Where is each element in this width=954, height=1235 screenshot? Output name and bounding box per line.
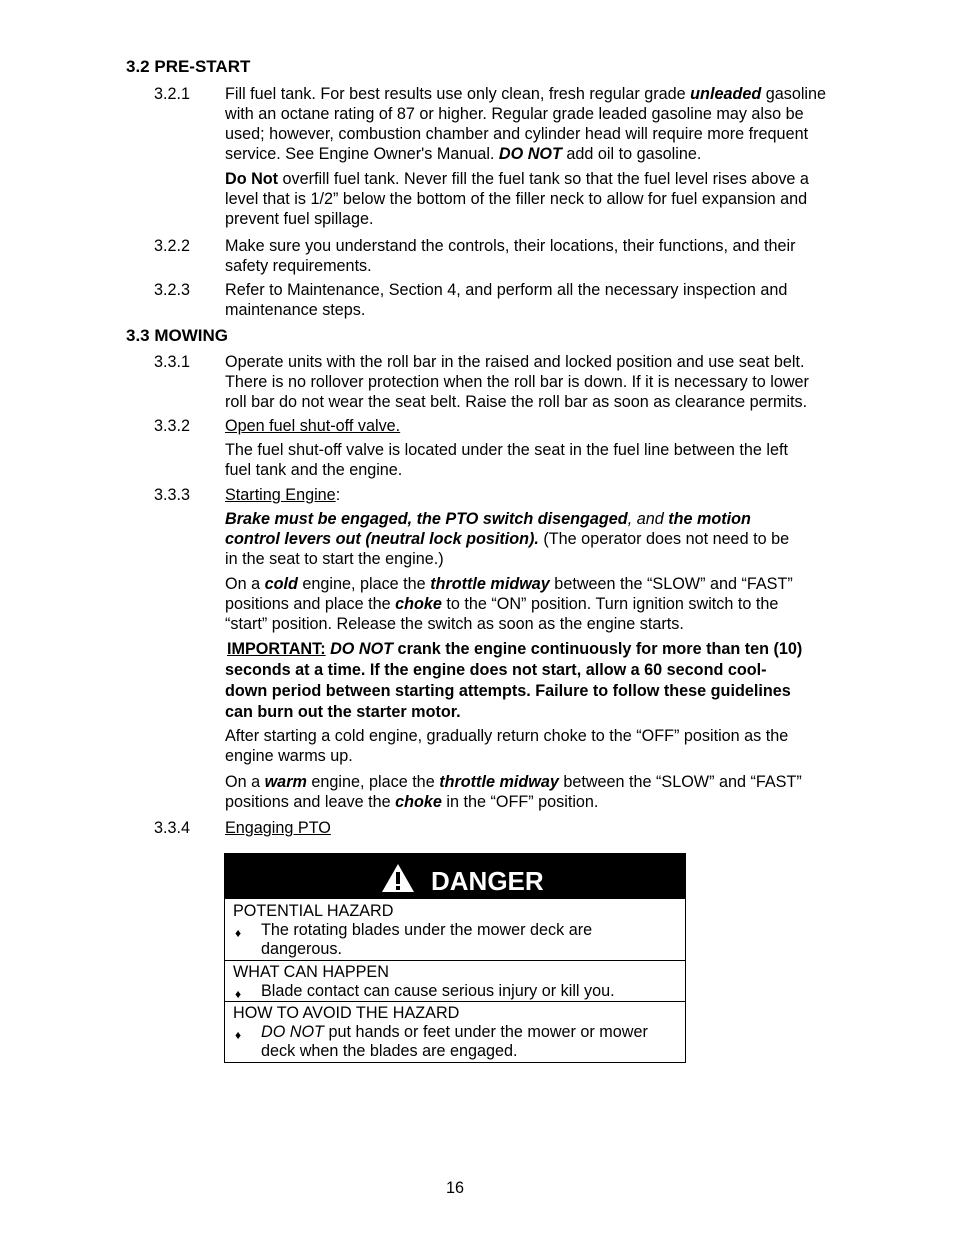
paragraph-fuel-tank: Fill fuel tank. For best results use only clean, fresh regular grade unleaded gasoline with an octane rating of 87 or higher. Regular grade leaded gasoline may also be used; however, combustion chamber and cylinder head will require more frequent service. See Engine Owner's Manual. DO NOT add oil to gasoline. <box>225 85 827 163</box>
paragraph-brake-pto: Brake must be engaged, the PTO switch disengaged, and the motion control levers out (neutral lock position). (The operator does not need to be in the seat to start the engine.) <box>225 510 790 568</box>
danger-section-happen <box>225 960 685 1002</box>
danger-box <box>224 853 686 1063</box>
item-number: 3.3.2 <box>154 417 191 435</box>
subheading-starting-engine: Starting Engine: <box>225 486 341 504</box>
danger-header <box>225 854 685 899</box>
paragraph-overfill-warning: Do Not overfill fuel tank. Never fill the fuel tank so that the fuel level rises above a level that is 1/2” below the bottom of the filler neck to allow for fuel expansion and prevent fuel spillage. <box>225 170 809 228</box>
paragraph-roll-bar: Operate units with the roll bar in the raised and locked position and use seat belt. There is no rollover protection when the roll bar is down. If it is necessary to lower roll bar do not wear the seat belt. Raise the roll bar as soon as clearance permits. <box>225 353 809 411</box>
happen-text: Blade contact can cause serious injury or kill you. <box>261 982 615 1000</box>
danger-section-avoid <box>225 1001 685 1063</box>
paragraph-cold-start: On a cold engine, place the throttle midway between the “SLOW” and “FAST” positions and place the choke to the “ON” position. Turn ignition switch to the “start” position. Release the switch as soon as the engine starts. <box>225 575 793 633</box>
section-heading-pre-start: 3.2 PRE-START <box>126 57 251 76</box>
item-number: 3.2.3 <box>154 281 191 299</box>
avoid-text: DO NOT put hands or feet under the mower or mower deck when the blades are engaged. <box>261 1023 648 1060</box>
danger-title: DANGER <box>431 866 544 896</box>
page-number: 16 <box>446 1179 465 1197</box>
bullet-icon: ♦ <box>235 1028 242 1042</box>
item-number: 3.2.1 <box>154 85 191 103</box>
hazard-label: POTENTIAL HAZARD <box>233 902 394 920</box>
section-heading-mowing: 3.3 MOWING <box>126 326 229 345</box>
hazard-text: The rotating blades under the mower deck are dangerous. <box>261 921 593 958</box>
paragraph-maintenance: Refer to Maintenance, Section 4, and perform all the necessary inspection and maintenance steps. <box>225 281 788 319</box>
paragraph-warm-start: On a warm engine, place the throttle midway between the “SLOW” and “FAST” positions and leave the choke in the “OFF” position. <box>225 773 802 811</box>
avoid-label: HOW TO AVOID THE HAZARD <box>233 1004 460 1022</box>
warning-triangle-icon <box>381 863 415 893</box>
paragraph-choke-return: After starting a cold engine, gradually return choke to the “OFF” position as the engine warms up. <box>225 727 789 765</box>
danger-section-hazard <box>225 899 685 960</box>
subheading-fuel-valve: Open fuel shut-off valve. <box>225 417 401 435</box>
paragraph-fuel-valve: The fuel shut-off valve is located under the seat in the fuel line between the left fuel tank and the engine. <box>225 441 789 479</box>
important-notice: IMPORTANT: DO NOT crank the engine continuously for more than ten (10) seconds at a time. If the engine does not start, allow a 60 second cool- down period between starting attempts. Failure to follow these guidelines can burn out the starter motor. <box>225 640 803 721</box>
happen-label: WHAT CAN HAPPEN <box>233 963 389 981</box>
bullet-icon: ♦ <box>235 926 242 940</box>
item-number: 3.2.2 <box>154 237 191 255</box>
item-number: 3.3.3 <box>154 486 191 504</box>
bullet-icon: ♦ <box>235 987 242 1001</box>
paragraph-controls: Make sure you understand the controls, their locations, their functions, and their safety requirements. <box>225 237 796 275</box>
subheading-engaging-pto: Engaging PTO <box>225 819 331 837</box>
item-number: 3.3.4 <box>154 819 191 837</box>
item-number: 3.3.1 <box>154 353 191 371</box>
